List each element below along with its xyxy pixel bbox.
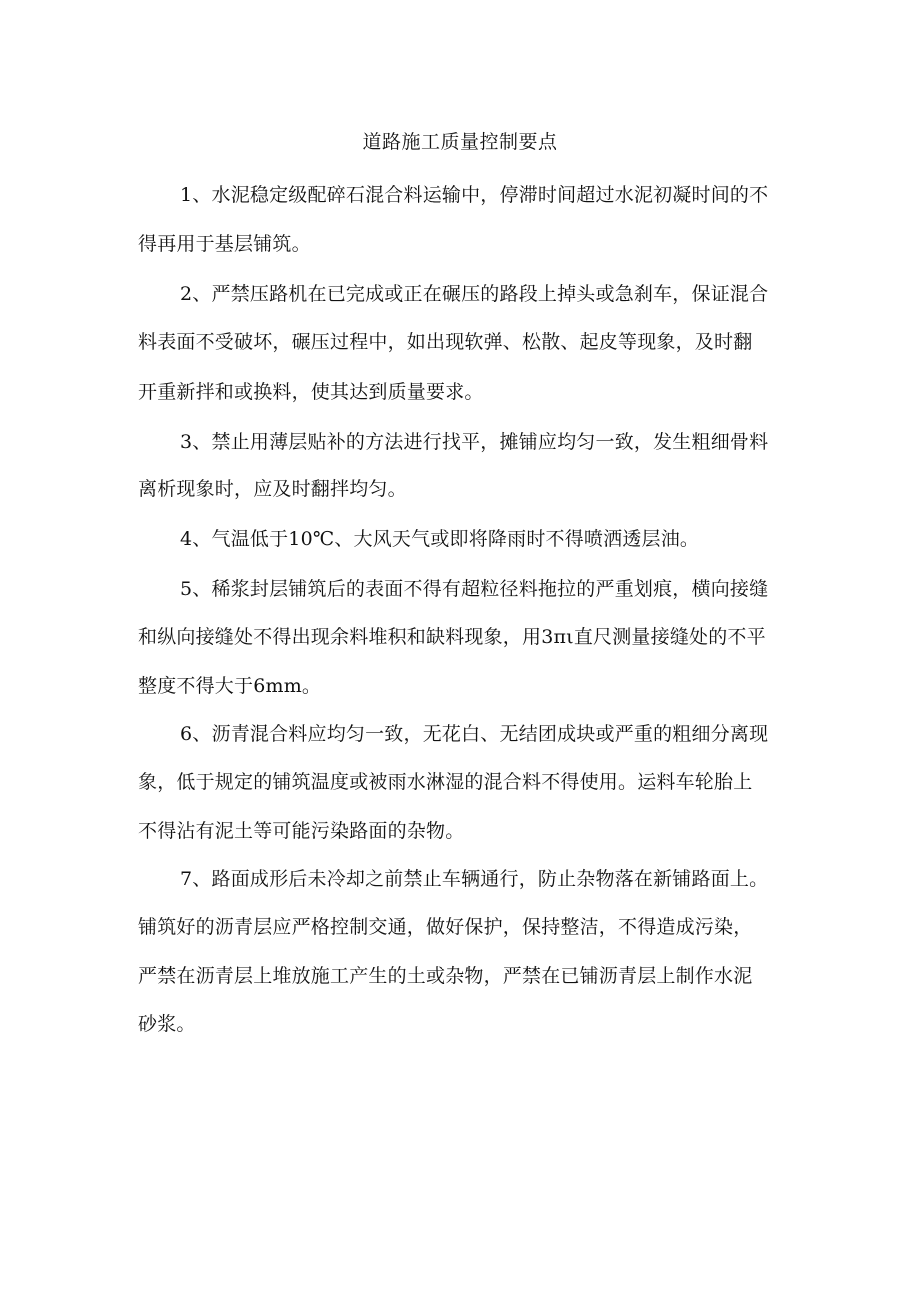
- paragraph-line: 整度不得大于6mm。: [138, 675, 322, 697]
- document-title: 道路施工质量控制要点: [362, 131, 558, 153]
- paragraph-line: 6、沥青混合料应均匀一致，无花白、无结团成块或严重的粗细分离现: [180, 723, 769, 745]
- paragraph-line: 5、稀浆封层铺筑后的表面不得有超粒径料拖拉的严重划痕，横向接缝: [180, 578, 769, 600]
- paragraph-line: 铺筑好的沥青层应严格控制交通，做好保护，保持整洁，不得造成污染，: [138, 916, 753, 938]
- paragraph-line: 和纵向接缝处不得出现余料堆积和缺料现象，用3πι直尺测量接缝处的不平: [138, 626, 766, 648]
- paragraph-line: 严禁在沥青层上堆放施工产生的土或杂物，严禁在已铺沥青层上制作水泥: [138, 965, 753, 987]
- paragraph-line: 1、水泥稳定级配碎石混合料运输中，停滞时间超过水泥初凝时间的不: [180, 184, 769, 206]
- paragraph-line: 7、路面成形后未冷却之前禁止车辆通行，防止杂物落在新铺路面上。: [180, 868, 769, 890]
- paragraph-line: 砂浆。: [138, 1013, 196, 1035]
- paragraph-line: 象，低于规定的铺筑温度或被雨水淋湿的混合料不得使用。运料车轮胎上: [138, 771, 753, 793]
- paragraph-line: 离析现象时，应及时翻拌均匀。: [138, 478, 407, 500]
- paragraph-line: 不得沾有泥土等可能污染路面的杂物。: [138, 820, 465, 842]
- paragraph-line: 得再用于基层铺筑。: [138, 233, 311, 255]
- paragraph-line: 4、气温低于10℃、大风天气或即将降雨时不得喷洒透层油。: [180, 528, 700, 550]
- paragraph-line: 2、严禁压路机在已完成或正在碾压的路段上掉头或急刹车，保证混合: [180, 283, 769, 305]
- paragraph-line: 3、禁止用薄层贴补的方法进行找平，摊铺应均匀一致，发生粗细骨料: [180, 431, 769, 453]
- paragraph-line: 料表面不受破坏，碾压过程中，如出现软弹、松散、起皮等现象，及时翻: [138, 331, 753, 353]
- paragraph-line: 开重新拌和或换料，使其达到质量要求。: [138, 381, 484, 403]
